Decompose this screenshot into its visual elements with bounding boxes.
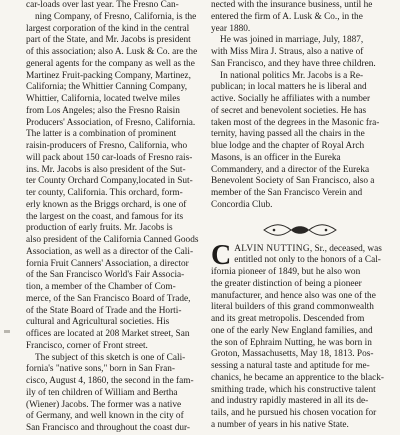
text-line: nected with the insurance business, until he: [211, 0, 373, 10]
text-line: In national politics Mr. Jacobs is a Re-: [220, 70, 364, 81]
text-line: Whittier, California, located twelve miles: [26, 94, 181, 104]
text-line: cisco, August 4, 1860, the second in the fam-: [26, 376, 194, 386]
text-line: with Miss Mira J. Straus, also a native of: [211, 47, 364, 57]
right-column: [211, 0, 389, 432]
text-line: raisin-producers of Fresno, California, who: [26, 141, 188, 151]
text-line: largest corporation of the kind in the central: [26, 23, 190, 34]
text-line: general agents for the company as well as the: [26, 58, 195, 69]
text-line: of the State Board of Trade and the Horti-: [26, 305, 182, 316]
text-line: of this association; also A. Lusk & Co. are the: [26, 47, 198, 57]
text-line: chanics, he became an apprentice to the black-: [211, 372, 384, 383]
text-line: smithing trade, which his constructive talent: [211, 384, 376, 395]
text-line: manufacturer, and hence also was one of the: [211, 290, 376, 301]
text-line: offices are located at 208 Market street, San: [26, 329, 190, 339]
text-line: the largest on the coast, and famous for its: [26, 211, 184, 222]
text-line: The subject of this sketch is one of Cali-: [35, 352, 186, 363]
text-line: part of the State, and Mr. Jacobs is president: [26, 35, 191, 46]
text-line: Concordia Club.: [211, 199, 273, 210]
text-line: the greater distinction of being a pioneer: [211, 278, 362, 289]
text-line: The latter is a combination of prominent: [26, 129, 177, 140]
left-column: [26, 0, 203, 435]
text-line: He was joined in marriage, July, 1887,: [220, 35, 364, 46]
text-line: San Francisco and throughout the coast dur-: [26, 423, 191, 433]
text-line: erly known as the Briggs orchard, is one of: [26, 199, 187, 210]
text-line: will pack about 150 car-loads of Fresno rais-: [26, 152, 193, 163]
text-line: tion, a member of the Chamber of Com-: [26, 282, 176, 292]
text-line: entered the firm of A. Lusk & Co., in the: [211, 11, 363, 22]
drop-cap: C: [211, 239, 232, 271]
text-line: Groton, Massachusetts, May 18, 1813. Pos-: [211, 349, 374, 360]
text-line: a number of years in his native State.: [211, 419, 349, 430]
text-line: from Los Angeles; also the Fresno Raisin: [26, 105, 180, 116]
text-line: ning Company, of Fresno, California, is the: [35, 11, 197, 22]
text-line: Benevolent Society of San Francisco, also a: [211, 176, 375, 187]
text-line: fornia Fruit Canners' Association, a director: [26, 258, 189, 269]
text-line: and industry rapidly mastered in all its de-: [211, 396, 369, 407]
text-line: Masons, is an officer in the Eureka: [211, 152, 341, 163]
text-line: taken most of the degrees in the Masonic fra-: [211, 117, 380, 128]
text-line: Association, as well as a director of the Cali-: [26, 246, 194, 257]
text-line: Commandery, and a director of the Eureka: [211, 164, 370, 175]
text-line: year 1880.: [211, 23, 251, 34]
text-line: Francisco, corner of Front street.: [26, 340, 148, 351]
text-line: the son of Ephraim Nutting, he was born in: [211, 337, 372, 348]
text-line: merce, of the San Francisco Board of Trade,: [26, 293, 191, 304]
text-line: ter county, California. This orchard, form-: [26, 188, 183, 198]
text-line: blue lodge and the chapter of Royal Arch: [211, 141, 365, 151]
text-line: Producers' Association, of Fresno, California.: [26, 117, 196, 128]
text-line: one of the early New England families, and: [211, 325, 373, 336]
page-edge-mark: [4, 330, 10, 333]
text-line: entitled not only to the honors of a Cal-: [234, 255, 381, 266]
text-line: ternity, having passed all the chairs in the: [211, 129, 365, 140]
text-line: (Wiener) Jacobs. The former was a native: [26, 399, 182, 410]
text-line: ifornia pioneer of 1849, but he also won: [211, 267, 361, 277]
text-line: of the San Francisco World's Fair Associa-: [26, 270, 185, 281]
text-line: fornia's "native sons," born in San Fran-: [26, 364, 175, 375]
text-line: San Francisco, and they have three children.: [211, 58, 376, 69]
text-line: ter County Orchard Company,located in Sut-: [26, 176, 193, 187]
text-line: of secret and benevolent societies. He has: [211, 105, 367, 116]
text-line: of Germany, and well known in the city of: [26, 411, 184, 422]
text-line: California; the Whittier Canning Company,: [26, 82, 188, 93]
text-line: publican; in local matters he is liberal and: [211, 82, 367, 93]
ornament-divider-icon: [260, 222, 340, 238]
text-line: also president of the California Canned Goods: [26, 235, 199, 245]
text-line: literal builders of this grand commonwealth: [211, 302, 374, 313]
subject-name: ALVIN NUTTING: [234, 243, 310, 254]
lead-text: , Sr., deceased, was: [309, 243, 382, 254]
text-line: member of the San Francisco Verein and: [211, 188, 363, 198]
text-line: and its great metropolis. Descended from: [211, 314, 365, 324]
text-line: ily of ten children of William and Bertha: [26, 387, 178, 398]
text-line: production of early fruits. Mr. Jacobs is: [26, 223, 173, 234]
text-line: cultural and Agricultural societies. His: [26, 317, 170, 328]
text-line: active. Socially he affiliates with a number: [211, 94, 371, 104]
text-line: sessing a natural taste and aptitude for me-: [211, 361, 370, 371]
text-line: tails, and he pursued his chosen vocation for: [211, 408, 377, 418]
text-line: ins. Mr. Jacobs is also president of the Sut-: [26, 164, 186, 175]
text-line: car-loads over last year. The Fresno Can-: [26, 0, 179, 10]
text-line: Martinez Fruit-packing Company, Martinez,: [26, 70, 191, 81]
